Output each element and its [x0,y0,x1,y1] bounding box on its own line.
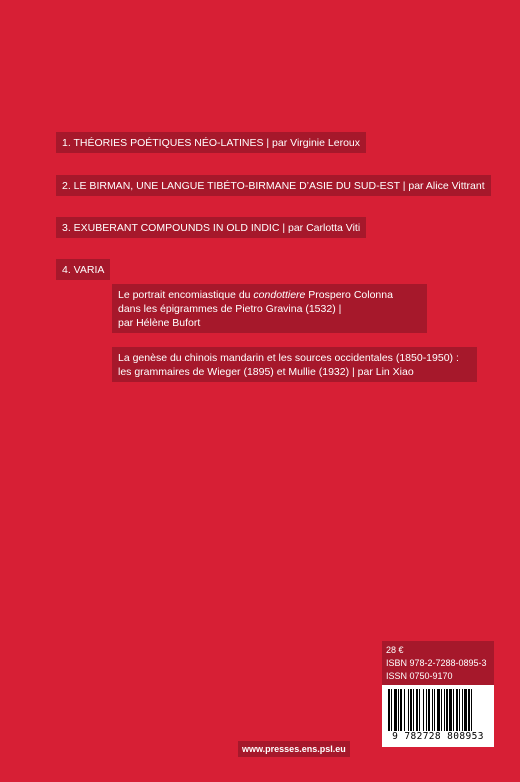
barcode-bar [446,689,448,731]
barcode-bar [432,689,433,731]
barcode [382,685,494,747]
contents-item-3: 3. EXUBERANT COMPOUNDS IN OLD INDIC | par Carlotta Viti [56,217,366,238]
barcode-bar [404,689,405,731]
contents-item-4: 4. VARIA [56,259,110,280]
barcode-bar [428,689,430,731]
issn: ISSN 0750-9170 [386,671,453,681]
isbn: ISBN 978-2-7288-0895-3 [386,658,487,668]
varia-article-2 [112,347,477,382]
barcode-bar [426,689,427,731]
barcode-bar [408,689,409,731]
barcode-bar [413,689,414,731]
barcode-bar [459,689,460,731]
barcode-bar [394,689,397,731]
barcode-bar [441,689,442,731]
barcode-bar [410,689,412,731]
barcode-bar [456,689,458,731]
barcode-bar [453,689,454,731]
contents-item-1: 1. THÉORIES POÉTIQUES NÉO-LATINES | par Virginie Leroux [56,132,366,153]
barcode-bar [400,689,402,731]
barcode-bar [444,689,445,731]
barcode-bar [464,689,467,731]
varia-article-1-line-1: Le portrait encomiastique du condottiere Prospero Colonna [118,289,393,301]
contents-item-2: 2. LE BIRMAN, UNE LANGUE TIBÉTO-BIRMANE D’ASIE DU SUD-EST | par Alice Vittrant [56,175,491,196]
barcode-bar [423,689,424,731]
varia-article-2-line-1: La genèse du chinois mandarin et les sources occidentales (1850-1950) : [118,352,459,364]
barcode-bar [468,689,470,731]
varia-article-1 [112,284,427,333]
barcode-bar [449,689,452,731]
barcode-bar [391,689,392,731]
barcode-bars [387,689,489,731]
publication-info [382,641,494,687]
barcode-digits: 9 782728 808953 [392,731,484,742]
barcode-bar [398,689,399,731]
barcode-bar [462,689,463,731]
varia-article-1-line-3: par Hélène Bufort [118,317,201,329]
italic-term: condottiere [253,289,306,301]
barcode-bar [434,689,435,731]
varia-article-1-line-2: dans les épigrammes de Pietro Gravina (1532) | [118,303,342,315]
price: 28 € [386,645,404,655]
varia-article-2-line-2: les grammaires de Wieger (1895) et Mullie (1932) | par Lin Xiao [118,366,414,378]
barcode-bar [388,689,390,731]
barcode-bar [416,689,418,731]
barcode-bar [471,689,472,731]
barcode-bar [419,689,420,731]
barcode-bar [437,689,440,731]
publisher-url[interactable]: www.presses.ens.psl.eu [238,741,350,757]
